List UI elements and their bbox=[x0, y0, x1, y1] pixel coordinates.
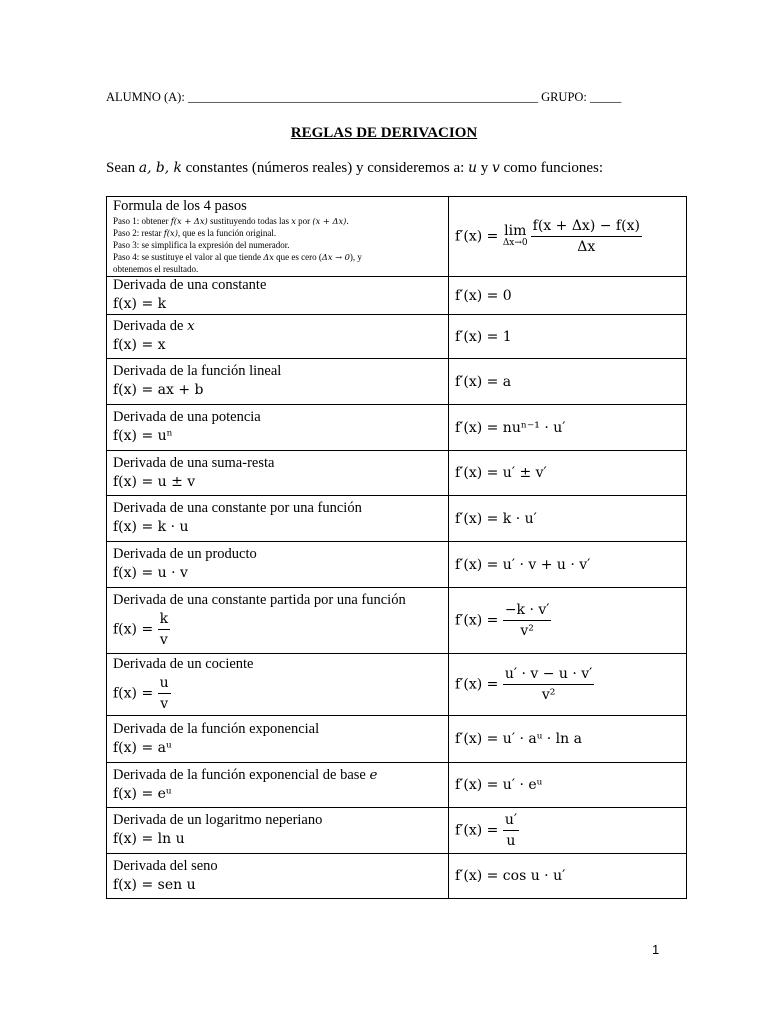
rule-label: Derivada de la función exponencial bbox=[113, 720, 320, 737]
rule-derivative: f′(x) = 0 bbox=[449, 277, 687, 315]
rule-derivative: f′(x) = u′ · v + u · v′ bbox=[449, 542, 687, 588]
rule-label: Derivada de la función exponencial de base e bbox=[113, 766, 378, 783]
intro-part: como funciones: bbox=[499, 160, 604, 176]
rule-function: f(x) = k · u bbox=[113, 519, 189, 535]
rule-product bbox=[107, 542, 449, 588]
rule-natural-log bbox=[107, 808, 449, 854]
rule-function: f(x) = uⁿ bbox=[113, 428, 173, 444]
rule-function: f(x) = k bbox=[113, 296, 167, 312]
rule-derivative: f′(x) = $\frac{u' \cdot v - u \cdot v'}{\text{v²}}$ bbox=[449, 654, 687, 716]
rule-function: f(x) = sen u bbox=[113, 876, 196, 893]
rule-derivative: f′(x) = u′ · aᵘ · ln a bbox=[449, 716, 687, 763]
rule-function: f(x) = u · v bbox=[113, 565, 188, 581]
rule-function: f(x) = $\frac{k}{v}$ bbox=[113, 610, 169, 648]
group-blank[interactable]: _____ bbox=[590, 90, 622, 104]
table-row bbox=[107, 654, 687, 716]
rule-derivative: f′(x) = 1 bbox=[449, 315, 687, 359]
table-row bbox=[107, 496, 687, 542]
rule-label: Derivada de una suma-resta bbox=[113, 454, 275, 471]
table-row bbox=[107, 763, 687, 808]
rule-exponential bbox=[107, 716, 449, 763]
rule-label: Derivada de un cociente bbox=[113, 655, 254, 672]
intro-var-v: v bbox=[491, 160, 500, 176]
step-2: Paso 2: restar f(x), que es la función original. bbox=[113, 228, 277, 238]
table-row bbox=[107, 542, 687, 588]
rule-linear bbox=[107, 359, 449, 405]
rule-x bbox=[107, 315, 449, 359]
rule-label: Derivada de una constante partida por una función bbox=[113, 591, 406, 608]
rule-function: f(x) = aᵘ bbox=[113, 739, 172, 756]
page-number: 1 bbox=[652, 942, 660, 957]
rule-label: Derivada de una constante bbox=[113, 277, 267, 293]
table-row bbox=[107, 359, 687, 405]
step-4-cont: obtenemos el resultado. bbox=[113, 264, 199, 274]
table-row bbox=[107, 197, 687, 277]
step-3: Paso 3: se simplifica la expresión del numerador. bbox=[113, 240, 290, 250]
table-row bbox=[107, 405, 687, 451]
rule-function: f(x) = eᵘ bbox=[113, 785, 172, 802]
table-row bbox=[107, 808, 687, 854]
rule-derivative: f′(x) = a bbox=[449, 359, 687, 405]
student-label: ALUMNO (A): bbox=[106, 90, 188, 104]
table-row bbox=[107, 451, 687, 496]
four-steps-title: Formula de los 4 pasos bbox=[113, 198, 247, 214]
intro-part: y bbox=[476, 160, 492, 176]
rule-function: f(x) = x bbox=[113, 337, 166, 353]
intro-text bbox=[106, 160, 603, 177]
rule-derivative: f′(x) = k · u′ bbox=[449, 496, 687, 542]
rule-sum bbox=[107, 451, 449, 496]
step-4: Paso 4: se sustituye el valor al que tiende Δx que es cero (Δx → 0), y bbox=[113, 252, 362, 262]
rule-constant-times-function bbox=[107, 496, 449, 542]
intro-var-u: u bbox=[468, 160, 477, 176]
rule-label: Derivada de un logaritmo neperiano bbox=[113, 812, 323, 828]
student-header bbox=[106, 90, 621, 105]
rule-function: f(x) = ax + b bbox=[113, 382, 204, 398]
derivation-rules-table bbox=[106, 196, 687, 899]
table-row bbox=[107, 588, 687, 654]
rule-quotient bbox=[107, 654, 449, 716]
rule-label: Derivada de un producto bbox=[113, 546, 257, 562]
rule-constant-over-function bbox=[107, 588, 449, 654]
group-label: GRUPO: bbox=[537, 90, 591, 104]
limit-operator: lim Δx→0 bbox=[502, 222, 528, 248]
rule-derivative: f′(x) = $\frac{-k \cdot v'}{\text{v²}}$ bbox=[449, 588, 687, 654]
table-row bbox=[107, 315, 687, 359]
rule-function: f(x) = $\frac{u}{v}$ bbox=[113, 674, 169, 712]
rule-label: Derivada del seno bbox=[113, 857, 218, 874]
table-row bbox=[107, 716, 687, 763]
rule-constant bbox=[107, 277, 449, 315]
intro-part: constantes (números reales) y consideremos a: bbox=[181, 160, 469, 176]
four-steps-cell bbox=[107, 197, 449, 277]
rule-derivative: f′(x) = $\frac{u'}{u}$ bbox=[449, 808, 687, 854]
rule-function: f(x) = ln u bbox=[113, 831, 185, 847]
table-row bbox=[107, 854, 687, 899]
limit-definition bbox=[449, 197, 687, 277]
limit-lhs: f′(x) = bbox=[455, 228, 503, 245]
rule-label: Derivada de x bbox=[113, 318, 195, 334]
rule-label: Derivada de una potencia bbox=[113, 409, 261, 425]
rule-label: Derivada de una constante por una función bbox=[113, 500, 362, 516]
rule-label: Derivada de la función lineal bbox=[113, 363, 282, 379]
step-1: Paso 1: obtener f(x + Δx) sustituyendo todas las x por (x + Δx). bbox=[113, 216, 349, 226]
rule-derivative: f′(x) = nuⁿ⁻¹ · u′ bbox=[449, 405, 687, 451]
rule-derivative: f′(x) = u′ · eᵘ bbox=[449, 763, 687, 808]
rule-sine bbox=[107, 854, 449, 899]
rule-derivative: f′(x) = u′ ± v′ bbox=[449, 451, 687, 496]
rule-exponential-base-e bbox=[107, 763, 449, 808]
rule-derivative: f′(x) = cos u · u′ bbox=[449, 854, 687, 899]
rule-function: f(x) = u ± v bbox=[113, 473, 196, 490]
limit-fraction: $\frac{f(x + \Delta x) - f(x)}{\Delta x}$ bbox=[532, 218, 640, 255]
page-title: REGLAS DE DERIVACION bbox=[290, 125, 478, 141]
student-name-blank[interactable]: ________________________________________________________ bbox=[187, 90, 538, 104]
rule-power bbox=[107, 405, 449, 451]
intro-constants: a, b, k bbox=[138, 160, 182, 176]
table-row bbox=[107, 277, 687, 315]
intro-part: Sean bbox=[106, 160, 139, 176]
